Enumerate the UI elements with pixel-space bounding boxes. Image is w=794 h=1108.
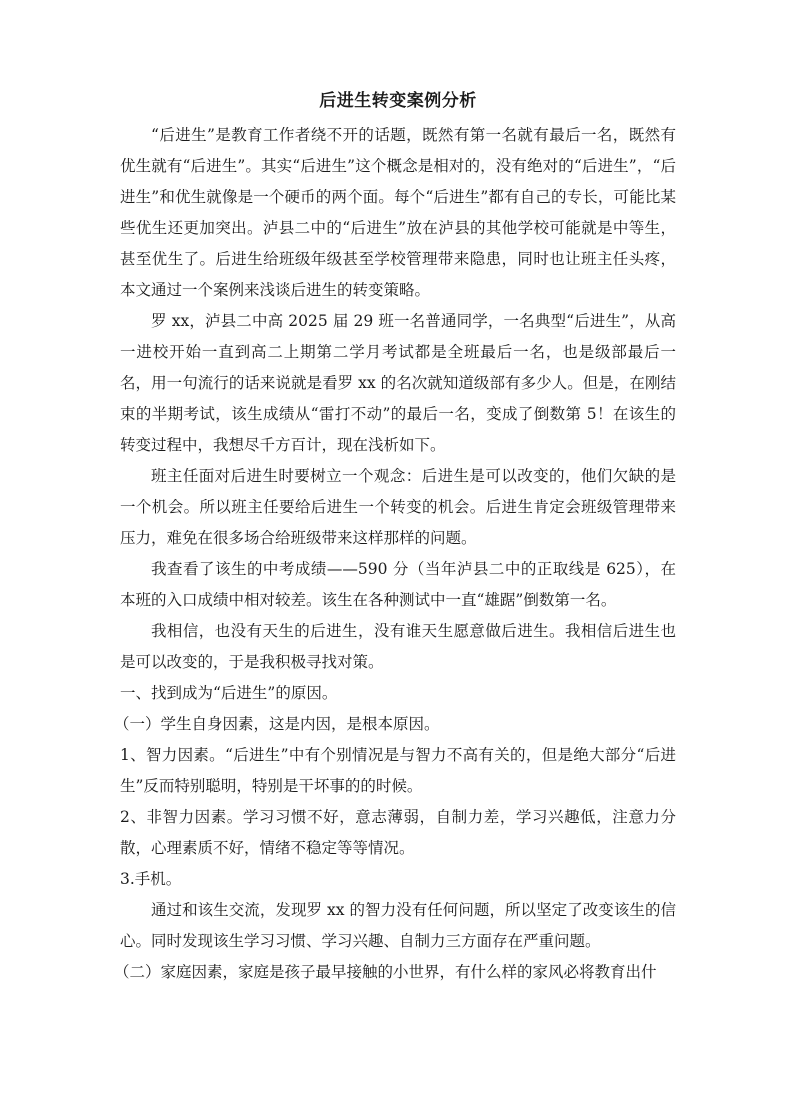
list-item-intelligence: 1、智力因素。“后进生”中有个别情况是与智力不高有关的，但是绝大部分“后进生”反而特别聪明，特别是干坏事的的时候。 [120,746,676,795]
list-item-phone: 3.手机。 [120,870,182,888]
paragraph-case-description: 罗 xx，泸县二中高 2025 届 29 班一名普通同学，一名典型“后进生”，从高一进校开始一直到高二上期第二学月考试都是全班最后一名，也是级部最后一名，用一句流行的话来说就是看罗 xx 的名次就知道级部有多少人。但是，在刚结束的半期考试，该生成绩从“雷打不动”的最后一名，变成了倒数第 5！在该生的转变过程中，我想尽千方百计，现在浅析如下。 [120,312,676,454]
paragraph-teacher-mindset: 班主任面对后进生时要树立一个观念：后进生是可以改变的，他们欠缺的是一个机会。所以班主任要给后进生一个转变的机会。后进生肯定会班级管理带来压力，难免在很多场合给班级带来这样那样的问题。 [120,467,676,547]
paragraph-intro: “后进生”是教育工作者绕不开的话题，既然有第一名就有最后一名，既然有优生就有“后进生”。其实“后进生”这个概念是相对的，没有绝对的“后进生”，“后进生”和优生就像是一个硬币的两个面。每个“后进生”都有自己的专长，可能比某些优生还更加突出。泸县二中的“后进生”放在泸县的其他学校可能就是中等生，甚至优生了。后进生给班级年级甚至学校管理带来隐患，同时也让班主任头疼，本文通过一个案例来浅谈后进生的转变策略。 [120,126,676,299]
paragraph-belief: 我相信，也没有天生的后进生，没有谁天生愿意做后进生。我相信后进生也是可以改变的，于是我积极寻找对策。 [120,622,676,671]
list-item-non-intelligence: 2、非智力因素。学习习惯不好，意志薄弱，自制力差，学习兴趣低，注意力分散，心理素质不好，情绪不稳定等等情况。 [120,808,676,857]
paragraph-exam-score: 我查看了该生的中考成绩——590 分（当年泸县二中的正取线是 625），在本班的入口成绩中相对较差。该生在各种测试中一直“雄踞”倒数第一名。 [120,560,676,609]
document-title: 后进生转变案例分析 [319,91,477,111]
subsection-heading-1: （一）学生自身因素，这是内因，是根本原因。 [114,715,440,733]
subsection-heading-2: （二）家庭因素，家庭是孩子最早接触的小世界，有什么样的家风必将教育出什 [114,963,657,981]
section-heading-1: 一、找到成为“后进生”的原因。 [120,684,338,702]
paragraph-communication: 通过和该生交流，发现罗 xx 的智力没有任何问题，所以坚定了改变该生的信心。同时发现该生学习习惯、学习兴趣、自制力三方面存在严重问题。 [120,901,676,950]
document-page [114,88,676,988]
